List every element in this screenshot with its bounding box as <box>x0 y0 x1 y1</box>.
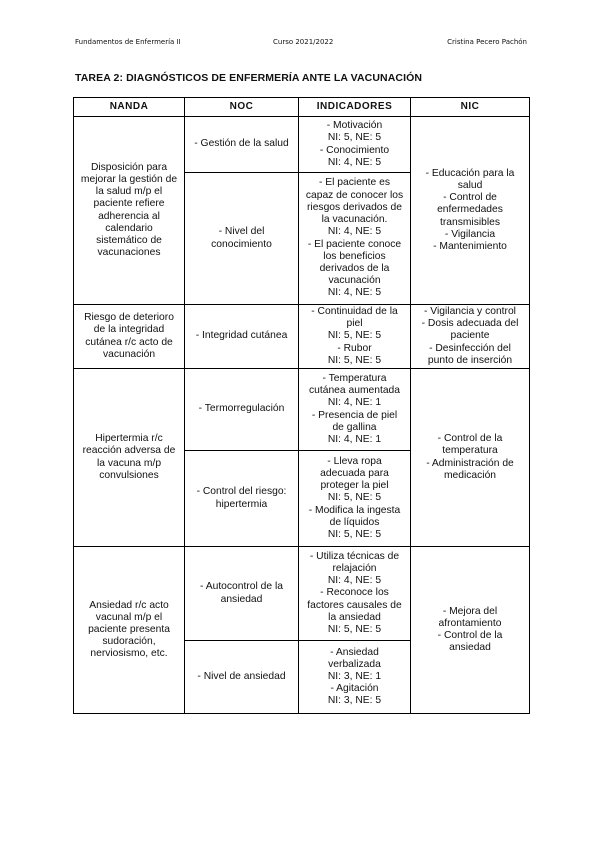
cell-line: derivados de la <box>319 262 390 274</box>
cell-line: - Control de la <box>437 433 503 445</box>
noc-cell <box>185 173 299 305</box>
cell-line: ansiedad <box>449 642 491 654</box>
cell-line: piel <box>346 318 363 330</box>
cell-line: ansiedad <box>220 593 263 605</box>
nanda-cell <box>74 117 185 305</box>
cell-line: - Vigilancia <box>444 228 496 240</box>
cell-line: - Educación para la <box>425 167 515 179</box>
cell-line: - Termorregulación <box>198 403 285 415</box>
indicators-cell <box>299 117 411 173</box>
cell-line: cutánea aumentada <box>308 385 401 397</box>
cell-line: - Autocontrol de la <box>200 581 283 593</box>
cell-line: adecuada para <box>320 468 389 479</box>
cell-line: paciente presenta <box>88 623 170 635</box>
cell-line: verbalizada <box>328 658 381 670</box>
cell-line: NI: 4, NE: 1 <box>327 433 382 445</box>
cell-line: - Nivel de ansiedad <box>197 670 286 682</box>
cell-line: NI: 3, NE: 1 <box>327 670 382 682</box>
cell-line: sistemático de <box>96 234 162 246</box>
cell-line: - Gestión de la salud <box>194 138 289 150</box>
cell-line: - Mantenimiento <box>433 241 507 252</box>
cell-line: NI: 5, NE: 5 <box>327 529 382 541</box>
nic-cell <box>411 117 530 305</box>
cell-line: vacunal m/p el <box>95 611 163 623</box>
cell-line: - Motivación <box>326 120 383 132</box>
cell-line: - Modifica la ingesta <box>308 504 401 516</box>
indicators-cell <box>299 641 411 714</box>
cell-line: NI: 4, NE: 5 <box>327 575 382 587</box>
cell-line: reacción adversa de <box>82 445 176 457</box>
cell-line: mejorar la gestión de <box>80 173 178 185</box>
cell-line: NI: 4, NE: 1 <box>327 397 382 409</box>
cell-line: - Rubor <box>337 342 372 354</box>
cell-line: la vacuna m/p <box>96 457 162 469</box>
cell-line: - Continuidad de la <box>311 306 398 317</box>
cell-line: - Control de <box>443 192 497 204</box>
cell-line: - Lleva ropa <box>327 455 382 467</box>
cell-line: salud <box>457 179 483 191</box>
cell-line: NI: 4, NE: 5 <box>327 156 382 168</box>
cell-line: riesgos derivados de <box>306 201 402 213</box>
table-header-row <box>74 98 530 117</box>
table-row <box>74 369 530 451</box>
cell-line: NI: 5, NE: 5 <box>327 132 382 144</box>
cell-line: NI: 5, NE: 5 <box>327 624 382 636</box>
cell-line: punto de inserción <box>427 354 513 366</box>
cell-line: transmisibles <box>439 216 501 228</box>
cell-line: sudoración, <box>102 636 156 648</box>
column-header-nic: NIC <box>411 98 530 117</box>
column-header-indicadores: INDICADORES <box>299 98 411 117</box>
cell-line: nerviosismo, etc. <box>90 648 168 660</box>
cell-line: NI: 4, NE: 5 <box>327 287 382 299</box>
cell-line: - Conocimiento <box>319 144 390 156</box>
cell-line: proteger la piel <box>320 480 389 492</box>
cell-line: NI: 5, NE: 5 <box>327 330 382 342</box>
cell-line: afrontamiento <box>438 617 502 629</box>
cell-line: vacunación <box>102 348 156 360</box>
cell-line: NI: 5, NE: 5 <box>327 354 382 366</box>
cell-line: convulsiones <box>99 469 159 481</box>
cell-line: temperatura <box>442 445 498 457</box>
cell-line: - El paciente es <box>319 177 390 189</box>
indicators-cell <box>299 173 411 305</box>
table-row <box>74 117 530 173</box>
noc-cell <box>185 451 299 547</box>
cell-line: NI: 5, NE: 5 <box>327 492 382 504</box>
cell-line: enfermedades <box>437 204 503 216</box>
cell-line: la ansiedad <box>328 611 381 623</box>
cell-line: NI: 3, NE: 5 <box>327 695 382 707</box>
cell-line: - Reconoce los <box>320 587 389 599</box>
cell-line: Riesgo de deterioro <box>84 312 174 324</box>
nanda-cell <box>74 305 185 369</box>
indicators-cell <box>299 547 411 641</box>
cell-line: NI: 4, NE: 5 <box>327 226 382 238</box>
cell-line: Ansiedad r/c acto <box>89 599 169 611</box>
cell-line: - Desinfección del <box>429 342 511 354</box>
cell-line: Disposición para <box>90 161 168 173</box>
cell-line: vacunación <box>328 275 381 287</box>
cell-line: hipertermia <box>215 498 268 510</box>
cell-line: - Agitación <box>330 683 379 695</box>
cell-line: vacunaciones <box>97 247 161 259</box>
column-header-nanda: NANDA <box>74 98 185 117</box>
column-header-noc: NOC <box>185 98 299 117</box>
nanda-cell <box>74 369 185 547</box>
indicators-cell <box>299 305 411 369</box>
nic-cell <box>411 305 530 369</box>
nic-cell <box>411 369 530 547</box>
cell-line: - Control de la <box>437 630 503 642</box>
cell-line: - Vigilancia y control <box>424 306 516 317</box>
cell-line: los beneficios <box>323 250 386 262</box>
cell-line: relajación <box>332 563 377 574</box>
indicators-cell <box>299 451 411 547</box>
cell-line: - Presencia de piel <box>311 409 398 421</box>
nanda-cell <box>74 547 185 714</box>
noc-cell <box>185 369 299 451</box>
cell-line: - Integridad cutánea <box>195 330 288 342</box>
noc-cell <box>185 641 299 714</box>
noc-cell <box>185 117 299 173</box>
cell-line: - Mejora del <box>442 605 498 617</box>
cell-line: paciente refiere <box>93 198 165 210</box>
indicators-cell <box>299 369 411 451</box>
cell-line: de la integridad <box>93 324 165 336</box>
cell-line: adherencia al <box>98 210 160 222</box>
noc-cell <box>185 547 299 641</box>
cell-line: - Administración de <box>426 457 514 469</box>
header-author: Cristina Pecero Pachón <box>447 38 527 46</box>
cell-line: de líquidos <box>329 516 380 528</box>
cell-line: de gallina <box>332 421 377 433</box>
cell-line: Hipertermia r/c <box>95 433 163 445</box>
cell-line: factores causales de <box>307 599 402 611</box>
cell-line: - Nivel del <box>218 226 265 238</box>
cell-line: capaz de conocer los <box>305 189 404 201</box>
cell-line: - Ansiedad <box>330 646 379 658</box>
cell-line: - Control del riesgo: <box>196 486 287 498</box>
header-year: Curso 2021/2022 <box>273 38 334 46</box>
header-course: Fundamentos de Enfermería II <box>75 38 181 46</box>
cell-line: conocimiento <box>211 238 272 250</box>
nic-cell <box>411 547 530 714</box>
page-title: TAREA 2: DIAGNÓSTICOS DE ENFERMERÍA ANTE LA VACUNACIÓN <box>75 72 423 84</box>
cell-line: paciente <box>450 330 490 342</box>
cell-line: - Utiliza técnicas de <box>309 550 400 562</box>
diagnosis-table <box>73 97 530 714</box>
table-row <box>74 547 530 641</box>
noc-cell <box>185 305 299 369</box>
table-row <box>74 305 530 369</box>
cell-line: - El paciente conoce <box>307 238 402 250</box>
cell-line: - Dosis adecuada del <box>421 318 519 330</box>
cell-line: calendario <box>105 222 153 234</box>
cell-line: - Temperatura <box>322 372 387 384</box>
cell-line: la vacunación. <box>321 214 388 226</box>
cell-line: medicación <box>443 469 497 481</box>
cell-line: cutánea r/c acto de <box>85 336 173 348</box>
cell-line: la salud m/p el <box>95 186 163 198</box>
page-header <box>75 38 527 50</box>
